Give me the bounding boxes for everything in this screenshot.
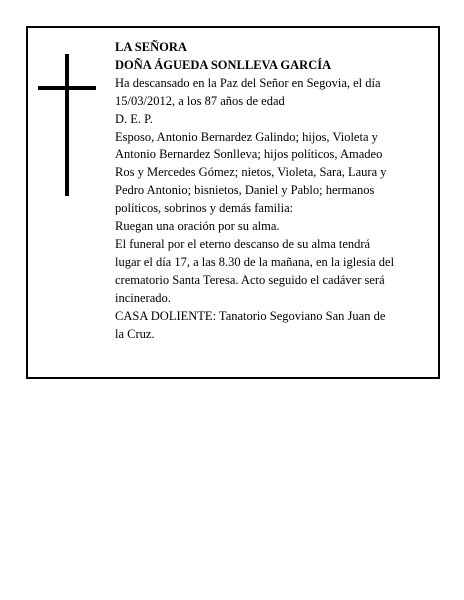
deceased-name: DOÑA ÁGUEDA SONLLEVA GARCÍA: [115, 57, 332, 72]
notice-line: CASA DOLIENTE: Tanatorio Segoviano San Juan de: [115, 308, 386, 323]
notice-line: Antonio Bernardez Sonlleva; hijos políticos, Amadeo: [115, 147, 383, 162]
notice-line: Pedro Antonio; bisnietos, Daniel y Pablo; hermanos: [115, 183, 375, 198]
notice-line: la Cruz.: [115, 326, 155, 341]
notice-line: El funeral por el eterno descanso de su alma tendrá: [115, 236, 371, 251]
notice-line: incinerado.: [115, 290, 171, 305]
cross-horizontal-bar: [38, 86, 96, 90]
notice-line: Esposo, Antonio Bernardez Galindo; hijos, Violeta y: [115, 129, 378, 144]
notice-line: crematorio Santa Teresa. Acto seguido el cadáver será: [115, 272, 385, 287]
notice-line: Ros y Mercedes Gómez; nietos, Violeta, Sara, Laura y: [115, 165, 387, 180]
notice-line: Ruegan una oración por su alma.: [115, 219, 280, 234]
cross-vertical-bar: [65, 54, 69, 196]
notice-line: 15/03/2012, a los 87 años de edad: [115, 93, 285, 108]
notice-heading: LA SEÑORA: [115, 40, 187, 54]
notice-line: políticos, sobrinos y demás familia:: [115, 201, 294, 216]
notice-line: lugar el día 17, a las 8.30 de la mañana, en la iglesia del: [115, 254, 395, 269]
notice-line: D. E. P.: [115, 111, 153, 126]
notice-line: Ha descansado en la Paz del Señor en Segovia, el día: [115, 75, 381, 90]
cross-icon: [38, 54, 96, 196]
death-notice-text: [115, 39, 427, 343]
